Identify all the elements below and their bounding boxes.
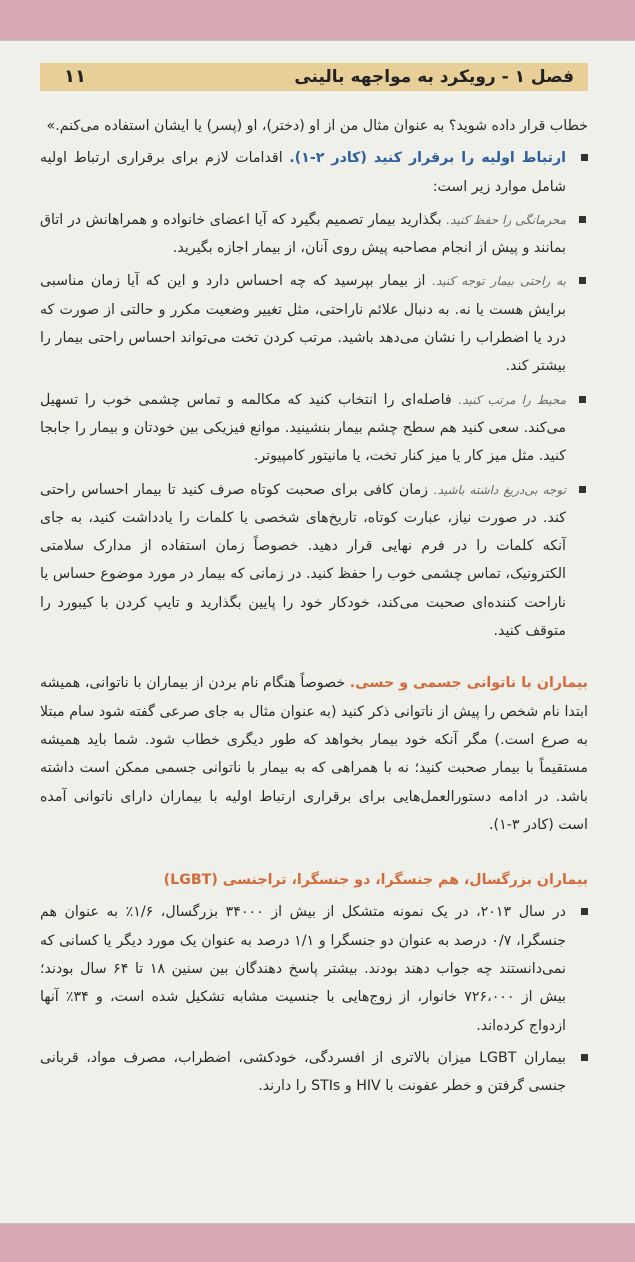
bullet-initial-contact (40, 144, 588, 201)
page-number: ۱۱ (64, 66, 86, 87)
square-bullet-icon (579, 277, 586, 284)
bullet-lead: محیط را مرتب کنید. (458, 392, 566, 407)
bullet-text: بیماران LGBT میزان بالاتری از افسردگی، خودکشی، اضطراب، مصرف مواد، قربانی جنسی گرفتن و خطر عفونت با HIV و STIs را دارند. (40, 1049, 566, 1095)
square-bullet-icon (579, 486, 586, 493)
book-page (0, 40, 635, 1224)
body-text (40, 112, 588, 1101)
bullet-text: از بیمار بپرسید که چه احساس دارد و این که آیا زمان مناسبی برایش هست یا نه. به دنبال علائم ناراحتی، مثل تغییر وضعیت مکرر و حالتی از صورت که درد یا اضطراب را نشان می‌دهد باشید. مرتب کردن تخت می‌تواند احساس راحتی بیمار را بیشتر کند. (40, 273, 566, 375)
square-bullet-icon (581, 154, 588, 161)
square-bullet-icon (581, 908, 588, 915)
square-bullet-icon (579, 396, 586, 403)
bullet-lgbt-health (40, 1044, 588, 1101)
bullet-text: فاصله‌ای را انتخاب کنید که مکالمه و تماس چشمی خوب را تسهیل می‌کند. سعی کنید هم سطح چشم بیمار بنشینید. موانع فیزیکی بین خودتان و بیمار را جابجا کنید. مثل میز کار یا میز کنار تخت، یا مانیتور کامپیوتر. (40, 391, 566, 465)
bullet-lead: ارتباط اولیه را برقرار کنید (کادر ۲-۱). (289, 150, 566, 167)
bullet-attention (40, 476, 588, 646)
lgbt-heading: بیماران بزرگسال، هم جنسگرا، دو جنسگرا، تراجنسی (LGBT) (163, 872, 588, 889)
bullet-lead: محرمانگی را حفظ کنید. (446, 212, 567, 227)
bullet-text: بگذارید بیمار تصمیم بگیرد که آیا اعضای خانواده و همراهانش در اتاق بمانند و پیش از انجام مصاحبه پیش روی آنان، از بیمار اجازه بگیرید. (40, 211, 566, 257)
bullet-lead: به راحتی بیمار توجه کنید. (432, 274, 566, 289)
section-lead: بیماران با ناتوانی جسمی و حسی. (349, 675, 588, 692)
bullet-text: در سال ۲۰۱۳، در یک نمونه متشکل از بیش از ۳۴۰۰۰ بزرگسال، ۱/۶٪ به عنوان هم جنسگرا، ۰/۷ درصد به عنوان دو جنسگرا و ۱/۱ درصد به عنوان یک مورد دیگر یا کسانی که نمی‌دانستند چه جواب دهند بودند. بیشتر پاسخ دهندگان بین سنین ۱۸ تا ۶۴ سال بودند؛ بیش از ۷۲۶،۰۰۰ خانوار، از زوج‌هایی با جنسیت مشابه تشکیل شده است، و ۳۴٪ آنها ازدواج کرده‌اند. (40, 904, 566, 1034)
bullet-lead: توجه بی‌دریغ داشته باشید. (433, 482, 566, 497)
bullet-environment (40, 386, 588, 471)
square-bullet-icon (581, 1054, 588, 1061)
bullet-comfort (40, 267, 588, 380)
chapter-header (40, 63, 588, 91)
chapter-title: فصل ۱ - رویکرد به مواجهه بالینی (294, 67, 574, 87)
bullet-lgbt-stats (40, 898, 588, 1039)
section-text: خصوصاً هنگام نام بردن از بیماران با ناتوانی، همیشه ابتدا نام شخص را پیش از ناتوانی ذکر کنید (به عنوان مثال به جای صرعی گفته شود سام مبتلا به صرع است.) مگر آنکه خود بیمار بخواهد که طور دیگری خطاب شود. شما باید همیشه مستقیماً با بیمار صحبت کنید؛ نه با همراهی که به بیمار با ناتوانی جسمی ممکن است داشته باشد. در ادامه دستورالعمل‌هایی برای برقراری ارتباط اولیه با بیماران دارای ناتوانی آمده است (کادر ۳-۱). (40, 675, 588, 833)
disability-paragraph (40, 669, 588, 839)
square-bullet-icon (579, 216, 586, 223)
intro-paragraph: خطاب قرار داده شوید؟ به عنوان مثال من از او (دختر)، او (پسر) یا ایشان استفاده می‌کنم.» (46, 118, 588, 134)
bullet-text: اقدامات لازم برای برقراری ارتباط اولیه شامل موارد زیر است: (40, 150, 566, 195)
bullet-text: زمان کافی برای صحبت کوتاه صرف کنید تا بیمار احساس راحتی کند. در صورت نیاز، عبارت کوتاه، تاریخ‌های شخصی یا کلمات را یادداشت کنید، به جای آنکه کلمات را در فرم نهایی قرار دهید. خصوصاً زمان استفاده از مدارک سلامتی الکترونیک، تماس چشمی خوب را حفظ کنید. در زمانی که بیمار در مورد موضوع حساس یا ناراحت کننده‌ای صحبت می‌کند، خودکار خود را پایین بگذارید و تایپ کردن با کیبورد را متوقف کنید. (40, 481, 566, 640)
bullet-privacy (40, 206, 588, 263)
